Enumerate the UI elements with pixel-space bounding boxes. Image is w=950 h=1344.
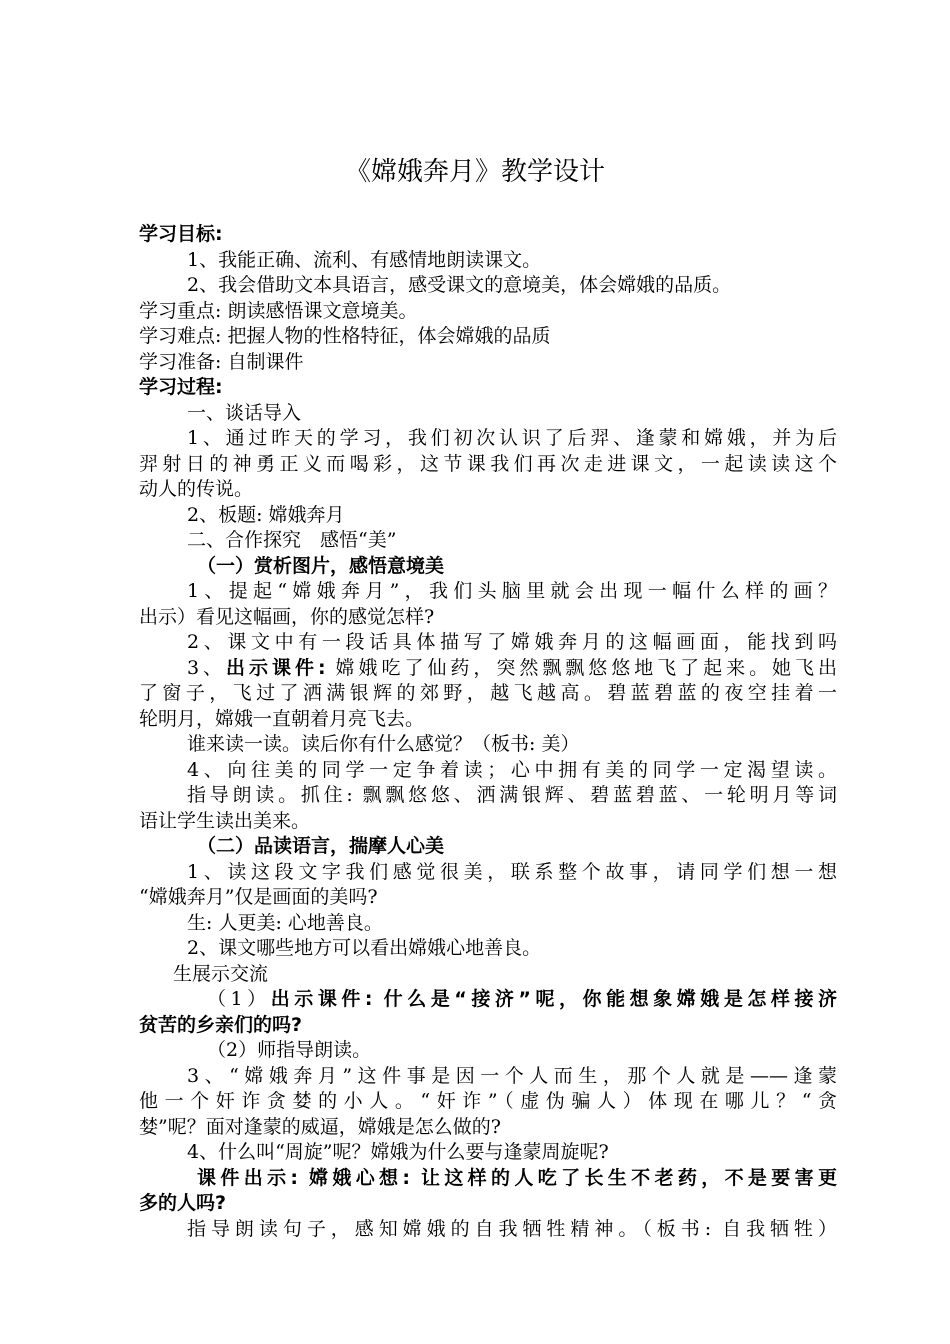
text: 3、 (187, 656, 227, 679)
text: 1、读这段文字我们感觉很美，联系整个故事，请同学们想一想 (187, 860, 837, 883)
bold-text: 出示课件: (226, 656, 326, 679)
text-line (139, 401, 837, 427)
text-line (139, 299, 837, 325)
text-line (139, 885, 837, 911)
text: 3、“嫦娥奔月”这件事是因一个人而生，那个人就是——逢蒙 (187, 1064, 837, 1087)
bold-text: 出示课件: 什么是“接济”呢，你能想象嫦娥是怎样接济 (270, 988, 837, 1010)
text-line (139, 1140, 837, 1166)
text-line (139, 630, 837, 656)
text: 学习准备: 自制课件 (139, 350, 304, 373)
text: 出示）看见这幅画，你的感觉怎样? (139, 605, 435, 628)
text: 轮明月，嫦娥一直朝着月亮飞去。 (139, 707, 425, 730)
document-body (139, 222, 837, 1242)
text-line (139, 758, 837, 784)
text-line (139, 1166, 837, 1192)
bold-text: 多的人吗? (139, 1192, 227, 1214)
text-line (139, 860, 837, 886)
text-line (139, 350, 837, 376)
bold-text: 贫苦的乡亲们的吗? (139, 1013, 303, 1036)
text-line (139, 375, 837, 401)
text-line (139, 248, 837, 274)
text: 谁来读一读。读后你有什么感觉？（板书: 美） (187, 733, 580, 755)
text-line (139, 528, 837, 554)
text-line (139, 987, 837, 1013)
text: 一、谈话导入 (187, 401, 302, 424)
text-line (139, 936, 837, 962)
text-line (139, 732, 837, 758)
text-line (139, 1038, 837, 1064)
text: 婪”呢？面对逢蒙的威逼，嫦娥是怎么做的? (139, 1115, 501, 1138)
text-line (139, 222, 837, 248)
text-line (139, 1064, 837, 1090)
bold-text: （一）赏析图片，感悟意境美 (197, 554, 445, 577)
text: 生: 人更美: 心地善良。 (187, 911, 383, 934)
text-line (139, 1191, 837, 1217)
text: 了窗子，飞过了洒满银辉的郊野，越飞越高。碧蓝碧蓝的夜空挂着一 (139, 682, 837, 704)
text: 他一个奸诈贪婪的小人。“奸诈”（虚伪骗人）体现在哪儿？“贪 (139, 1090, 837, 1112)
text: 嫦娥吃了仙药，突然飘飘悠悠地飞了起来。她飞出 (325, 656, 837, 679)
text-line (139, 1013, 837, 1039)
text-line (139, 834, 837, 860)
text-line (139, 809, 837, 835)
text: 2、我会借助文本具语言，感受课文的意境美，体会嫦娥的品质。 (187, 274, 732, 296)
text: 2、课文哪些地方可以看出嫦娥心地善良。 (187, 937, 542, 959)
text: 1、通过昨天的学习，我们初次认识了后羿、逢蒙和嫦娥，并为后 (187, 427, 837, 449)
text-line (139, 503, 837, 529)
text: 语让学生读出美来。 (139, 809, 311, 832)
text: 2、板题: 嫦娥奔月 (187, 503, 345, 526)
text: 指导朗读句子，感知嫦娥的自我牺牲精神。（板书: 自我牺牲） (187, 1217, 837, 1240)
text-line (139, 707, 837, 733)
text-line (139, 681, 837, 707)
text: 二、合作探究 感悟“美” (187, 529, 397, 551)
text: 羿射日的神勇正义而喝彩，这节课我们再次走进课文，一起读读这个 (139, 452, 837, 475)
text: “嫦娥奔月”仅是画面的美吗? (139, 886, 378, 908)
text: 指导朗读。抓住: 飘飘悠悠、洒满银辉、碧蓝碧蓝、一轮明月等词 (187, 784, 837, 806)
text-line (139, 656, 837, 682)
text: 1、提起“嫦娥奔月”，我们头脑里就会出现一幅什么样的画？ (187, 580, 837, 602)
bold-text: 学习过程: (139, 376, 223, 398)
bold-text: （二）品读语言，揣摩人心美 (197, 835, 445, 857)
text: 学习重点: 朗读感悟课文意境美。 (139, 299, 418, 322)
text-line (139, 1089, 837, 1115)
text-line (139, 783, 837, 809)
text-line (139, 324, 837, 350)
text-line (139, 605, 837, 631)
bold-text: 学习目标: (139, 223, 223, 245)
text-line (139, 1217, 837, 1243)
text-line (139, 477, 837, 503)
text-line (139, 962, 837, 988)
text-line (139, 554, 837, 580)
text-line (139, 579, 837, 605)
document-title: 《嫦娥奔月》教学设计 (344, 157, 605, 187)
bold-text: 课件出示: 嫦娥心想: 让这样的人吃了长生不老药，不是要害更 (197, 1166, 837, 1189)
text: （2）师指导朗读。 (207, 1039, 372, 1061)
text-line (139, 426, 837, 452)
text: 学习难点: 把握人物的性格特征，体会嫦娥的品质 (139, 325, 551, 347)
text: 4、什么叫“周旋”呢？嫦娥为什么要与逢蒙周旋呢? (187, 1141, 609, 1163)
text: 生展示交流 (173, 962, 269, 985)
text: 动人的传说。 (139, 478, 254, 500)
text: 2、课文中有一段话具体描写了嫦娥奔月的这幅画面，能找到吗 (187, 631, 837, 653)
text-line (139, 911, 837, 937)
text: 4、向往美的同学一定争着读；心中拥有美的同学一定渴望读。 (187, 758, 837, 781)
text: 1、我能正确、流利、有感情地朗读课文。 (187, 248, 542, 271)
text-line (139, 1115, 837, 1141)
text-line (139, 452, 837, 478)
text: （1） (207, 988, 271, 1010)
text-line (139, 273, 837, 299)
